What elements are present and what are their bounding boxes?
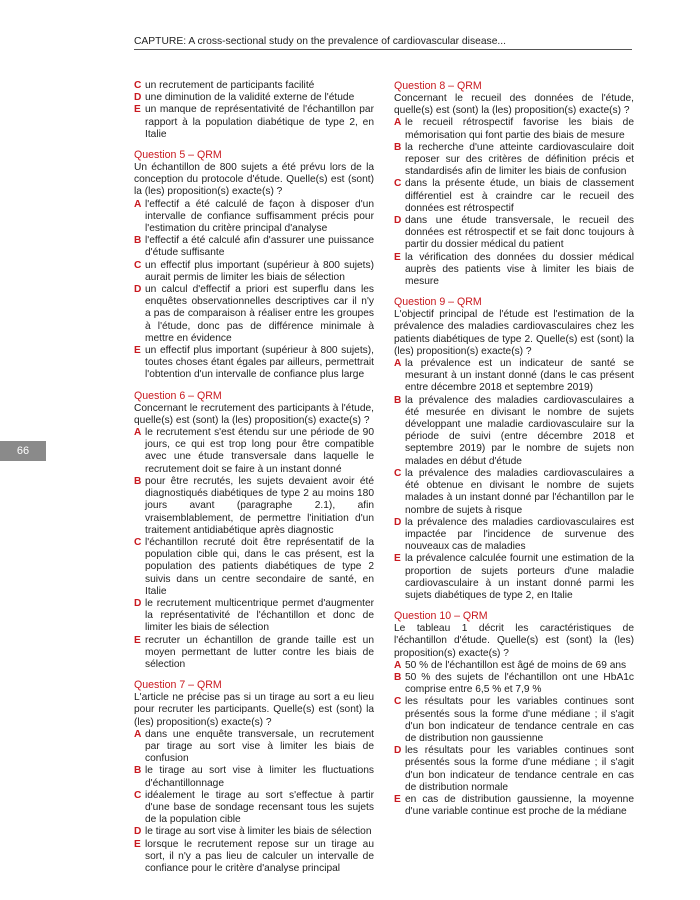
- option-text: pour être recrutés, les sujets devaient avoir été diagnostiqués diabétiques de type 2 au moins 180 jours avant (paragraphe 2.1), afin vraisemblablement, de permettre l'initiation d'un traitement antidiabétique après diagnostic: [145, 475, 374, 536]
- option-text: la prévalence est un indicateur de santé se mesurant à un instant donné (dans le cas présent entre décembre 2018 et septembre 2019): [405, 358, 634, 394]
- option-letter: D: [134, 597, 142, 609]
- question-title: Question 7 – QRM: [134, 679, 222, 692]
- question-title: Question 9 – QRM: [394, 296, 482, 309]
- option-letter: D: [394, 215, 402, 227]
- question-stem: Concernant le recueil des données de l'étude, quelle(s) est (sont) la (les) proposition(s) exacte(s) ?: [394, 93, 634, 117]
- option-text: la prévalence des maladies cardiovasculaires a été obtenue en divisant le nombre de sujets malades à un instant donné par l'échantillon par le nombre de sujets à risque: [405, 467, 634, 516]
- answer-option: [134, 199, 374, 236]
- option-letter: A: [394, 358, 402, 370]
- answer-option: [134, 260, 374, 284]
- option-text: un manque de représentativité de l'échantillon par rapport à la population diabétique de type 2, en Italie: [145, 104, 374, 140]
- question-title: Question 5 – QRM: [134, 149, 222, 162]
- option-letter: B: [134, 475, 142, 487]
- option-text: le recrutement s'est étendu sur une période de 90 jours, ce qui est trop long pour être compatible avec une étude transversale dans laquelle le recrutement doit se faire à un instant donné: [145, 427, 374, 475]
- option-letter: E: [134, 634, 141, 646]
- answer-option: [134, 537, 374, 598]
- answer-option: [134, 476, 374, 537]
- option-text: dans la présente étude, un biais de classement différentiel est à craindre car le recueil des données est rétrospectif: [405, 178, 634, 214]
- option-text: lorsque le recrutement repose sur un tirage au sort, il n'y a pas lieu de calculer un intervalle de confiance pour le critère d'analyse principal: [145, 838, 374, 874]
- question-title: Question 6 – QRM: [134, 389, 222, 402]
- answer-option: [394, 517, 634, 554]
- running-header: CAPTURE: A cross-sectional study on the prevalence of cardiovascular disease...: [134, 36, 632, 50]
- answer-option: [394, 358, 634, 395]
- question-title: Question 10 – QRM: [394, 610, 488, 623]
- option-letter: C: [134, 789, 142, 801]
- option-letter: D: [134, 826, 142, 838]
- option-text: le recueil rétrospectif favorise les biais de mémorisation qui font partie des biais de mesure: [405, 117, 634, 141]
- answer-option: [394, 252, 634, 289]
- answer-option: [134, 729, 374, 766]
- answer-option: [134, 427, 374, 476]
- answer-option: [134, 80, 374, 92]
- option-letter: D: [394, 745, 402, 757]
- question-block: [394, 80, 634, 288]
- option-text: le tirage au sort vise à limiter les fluctuations d'échantillonnage: [145, 765, 374, 789]
- question-block: [134, 390, 374, 671]
- option-text: recruter un échantillon de grande taille est un moyen permettant de lutter contre les biais de sélection: [145, 634, 374, 670]
- option-letter: D: [134, 284, 142, 296]
- option-letter: C: [134, 80, 142, 91]
- option-letter: A: [394, 117, 402, 129]
- answer-option: [394, 794, 634, 818]
- option-letter: C: [394, 467, 402, 479]
- answer-option: [134, 92, 374, 104]
- option-text: l'échantillon recruté doit être représentatif de la population cible qui, dans le cas présent, est la population des patients diabétiques de type 2 suivis dans un centre secondaire de santé, en Italie: [145, 536, 374, 597]
- answer-option: [134, 790, 374, 827]
- option-text: idéalement le tirage au sort s'effectue à partir d'une base de sondage recensant tous les sujets de la population cible: [145, 789, 374, 826]
- question-block: [134, 149, 374, 382]
- option-text: un effectif plus important (supérieur à 800 sujets) aurait permis de limiter les biais de sélection: [145, 259, 374, 283]
- option-letter: E: [394, 553, 401, 565]
- option-letter: B: [394, 394, 402, 406]
- option-text: un recrutement de participants facilité: [145, 80, 315, 91]
- right-column: [394, 80, 634, 819]
- answer-option: [134, 598, 374, 635]
- option-letter: B: [394, 671, 402, 683]
- option-letter: A: [134, 198, 142, 210]
- question-stem: Concernant le recrutement des participants à l'étude, quelle(s) est (sont) la (les) proposition(s) exacte(s) ?: [134, 402, 374, 426]
- option-text: l'effectif a été calculé afin d'assurer une puissance d'étude suffisante: [145, 235, 374, 259]
- question-block: [394, 610, 634, 818]
- question-block: [394, 296, 634, 602]
- option-letter: A: [394, 659, 402, 671]
- answer-option: [394, 696, 634, 745]
- answer-option: [134, 345, 374, 382]
- answer-option: [394, 660, 634, 672]
- option-letter: D: [134, 92, 142, 104]
- answer-option: [394, 468, 634, 517]
- page-number-tab: 66: [0, 441, 46, 461]
- answer-option: [394, 117, 634, 141]
- answer-option: [134, 104, 374, 141]
- option-letter: A: [134, 427, 142, 439]
- answer-option: [134, 635, 374, 672]
- answer-option: [394, 215, 634, 252]
- option-text: la recherche d'une atteinte cardiovasculaire doit reposer sur des critères de définition précis et standardisés afin de limiter les biais de confusion: [405, 141, 634, 178]
- question-stem: Un échantillon de 800 sujets a été prévu lors de la conception du protocole d'étude. Quelle(s) est (sont) la (les) proposition(s) exacte(s) ?: [134, 162, 374, 198]
- answer-option: [394, 142, 634, 179]
- option-letter: A: [134, 728, 142, 740]
- option-text: une diminution de la validité externe de l'étude: [145, 92, 355, 104]
- option-letter: B: [134, 765, 142, 777]
- answer-option: [134, 826, 374, 838]
- option-text: la prévalence calculée fournit une estimation de la proportion de sujets porteurs d'une maladie cardiovasculaire à un instant donné parmi les sujets diabétiques de type 2, en Italie: [405, 553, 634, 601]
- option-text: la vérification des données du dossier médical auprès des patients vise à limiter les biais de mesure: [405, 251, 634, 288]
- question-title: Question 8 – QRM: [394, 80, 482, 92]
- option-text: les résultats pour les variables continues sont présentés sous la forme d'une médiane ; il s'agit d'un bon indicateur de tendance centrale en cas de distribution normale: [405, 745, 634, 793]
- option-text: le recrutement multicentrique permet d'augmenter la représentativité de l'échantillon et donc de limiter les biais de sélection: [145, 597, 374, 634]
- left-column: [134, 80, 374, 876]
- answer-option: [394, 553, 634, 602]
- option-letter: D: [394, 516, 402, 528]
- option-text: en cas de distribution gaussienne, la moyenne d'une variable continue est proche de la médiane: [405, 793, 634, 818]
- option-text: dans une étude transversale, le recueil des données est rétrospectif et se fait donc toujours à partir du dossier médical du patient: [405, 215, 634, 251]
- answer-option: [394, 745, 634, 794]
- option-text: la prévalence des maladies cardiovasculaires est impactée par l'incidence de survenue des nouveaux cas de maladies: [405, 516, 634, 553]
- question-stem: Le tableau 1 décrit les caractéristiques de l'échantillon d'étude. Quelle(s) est (sont) la (les) proposition(s) exacte(s) ?: [394, 623, 634, 659]
- option-letter: E: [134, 345, 141, 357]
- answer-option: [134, 235, 374, 259]
- answer-option: [134, 839, 374, 876]
- answer-option: [134, 765, 374, 789]
- option-letter: C: [134, 259, 142, 271]
- question-block: [134, 80, 374, 141]
- option-letter: E: [394, 251, 401, 263]
- option-letter: C: [394, 696, 402, 708]
- option-letter: E: [134, 838, 141, 850]
- option-letter: E: [134, 104, 141, 116]
- option-text: un calcul d'effectif a priori est superflu dans les enquêtes observationnelles descriptives car il n'y a pas de comparaison à réaliser entre les groupes à l'étude, donc pas de différence minimale à mettre en évidence: [145, 284, 374, 344]
- option-text: 50 % des sujets de l'échantillon ont une HbA1c comprise entre 6,5 % et 7,9 %: [405, 671, 634, 696]
- option-text: la prévalence des maladies cardiovasculaires a été mesurée en divisant le nombre de sujets développant une maladie cardiovasculaire sur la période de suivi (entre décembre 2018 et septembre 2019) par le nombre de sujets non malades en début d'étude: [405, 394, 634, 467]
- option-text: l'effectif a été calculé de façon à disposer d'un intervalle de confiance suffisamment précis pour l'estimation du critère principal d'analyse: [145, 198, 374, 235]
- option-text: les résultats pour les variables continues sont présentés sous la forme d'une médiane ; il s'agit d'un bon indicateur de tendance centrale en cas de distribution non gaussienne: [405, 696, 634, 744]
- answer-option: [394, 672, 634, 696]
- option-text: un effectif plus important (supérieur à 800 sujets), toutes choses étant égales par ailleurs, permettrait l'obtention d'un intervalle de confiance plus large: [145, 345, 374, 381]
- answer-option: [134, 284, 374, 345]
- option-text: le tirage au sort vise à limiter les biais de sélection: [145, 826, 372, 838]
- question-stem: L'article ne précise pas si un tirage au sort a eu lieu pour recruter les participants. Quelle(s) est (sont) la (les) proposition(s) exacte(s) ?: [134, 692, 374, 728]
- option-text: 50 % de l'échantillon est âgé de moins de 69 ans: [405, 659, 627, 671]
- option-letter: C: [394, 178, 402, 190]
- question-stem: L'objectif principal de l'étude est l'estimation de la prévalence des maladies cardiovasculaires chez les patients diabétiques de type 2. Quelle(s) est (sont) la (les) proposition(s) exacte(s) ?: [394, 309, 634, 357]
- option-letter: B: [394, 141, 402, 153]
- option-letter: B: [134, 235, 142, 247]
- option-letter: C: [134, 536, 142, 548]
- answer-option: [394, 178, 634, 215]
- answer-option: [394, 395, 634, 468]
- option-text: dans une enquête transversale, un recrutement par tirage au sort vise à limiter les biais de confusion: [145, 728, 374, 765]
- question-block: [134, 679, 374, 875]
- option-letter: E: [394, 793, 401, 805]
